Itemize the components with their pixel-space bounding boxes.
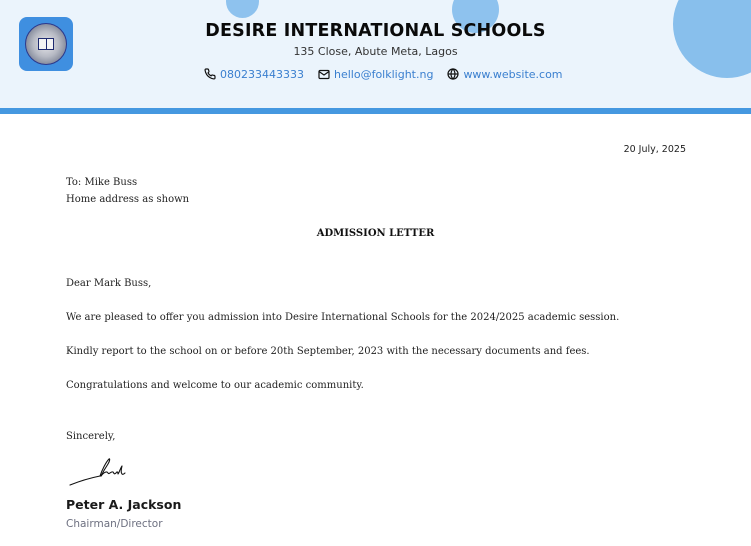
contact-email[interactable] [318, 68, 433, 81]
recipient-address: Home address as shown [66, 194, 190, 205]
phone-number: 080233443333 [220, 67, 304, 81]
school-address: 135 Close, Abute Meta, Lagos [293, 45, 458, 58]
body-paragraph: Kindly report to the school on or before 20th September, 2023 with the necessary documents and fees. [66, 346, 590, 357]
body-paragraph: Congratulations and welcome to our academic community. [66, 380, 364, 391]
closing: Sincerely, [66, 431, 116, 442]
letterhead [0, 0, 751, 109]
website-url: www.website.com [463, 67, 563, 81]
header-divider-bar [0, 108, 751, 114]
recipient-name: To: Mike Buss [66, 177, 138, 188]
email-address: hello@folklight.ng [333, 67, 434, 81]
signer-name: Peter A. Jackson [66, 497, 182, 512]
globe-icon [447, 68, 459, 80]
decorative-circle [226, 0, 259, 18]
contact-phone[interactable] [204, 68, 304, 81]
letter-title: ADMISSION LETTER [316, 228, 435, 239]
body-paragraph: We are pleased to offer you admission into Desire International Schools for the 2024/2025 academic session. [66, 312, 620, 323]
contact-website[interactable] [447, 68, 562, 81]
school-name: DESIRE INTERNATIONAL SCHOOLS [205, 21, 546, 41]
signature-icon [68, 456, 130, 492]
signer-title: Chairman/Director [66, 518, 163, 530]
mail-icon [318, 69, 330, 80]
contact-row [204, 67, 577, 81]
salutation: Dear Mark Buss, [66, 278, 152, 289]
phone-icon [204, 68, 216, 80]
letter-date: 20 July, 2025 [623, 144, 686, 155]
